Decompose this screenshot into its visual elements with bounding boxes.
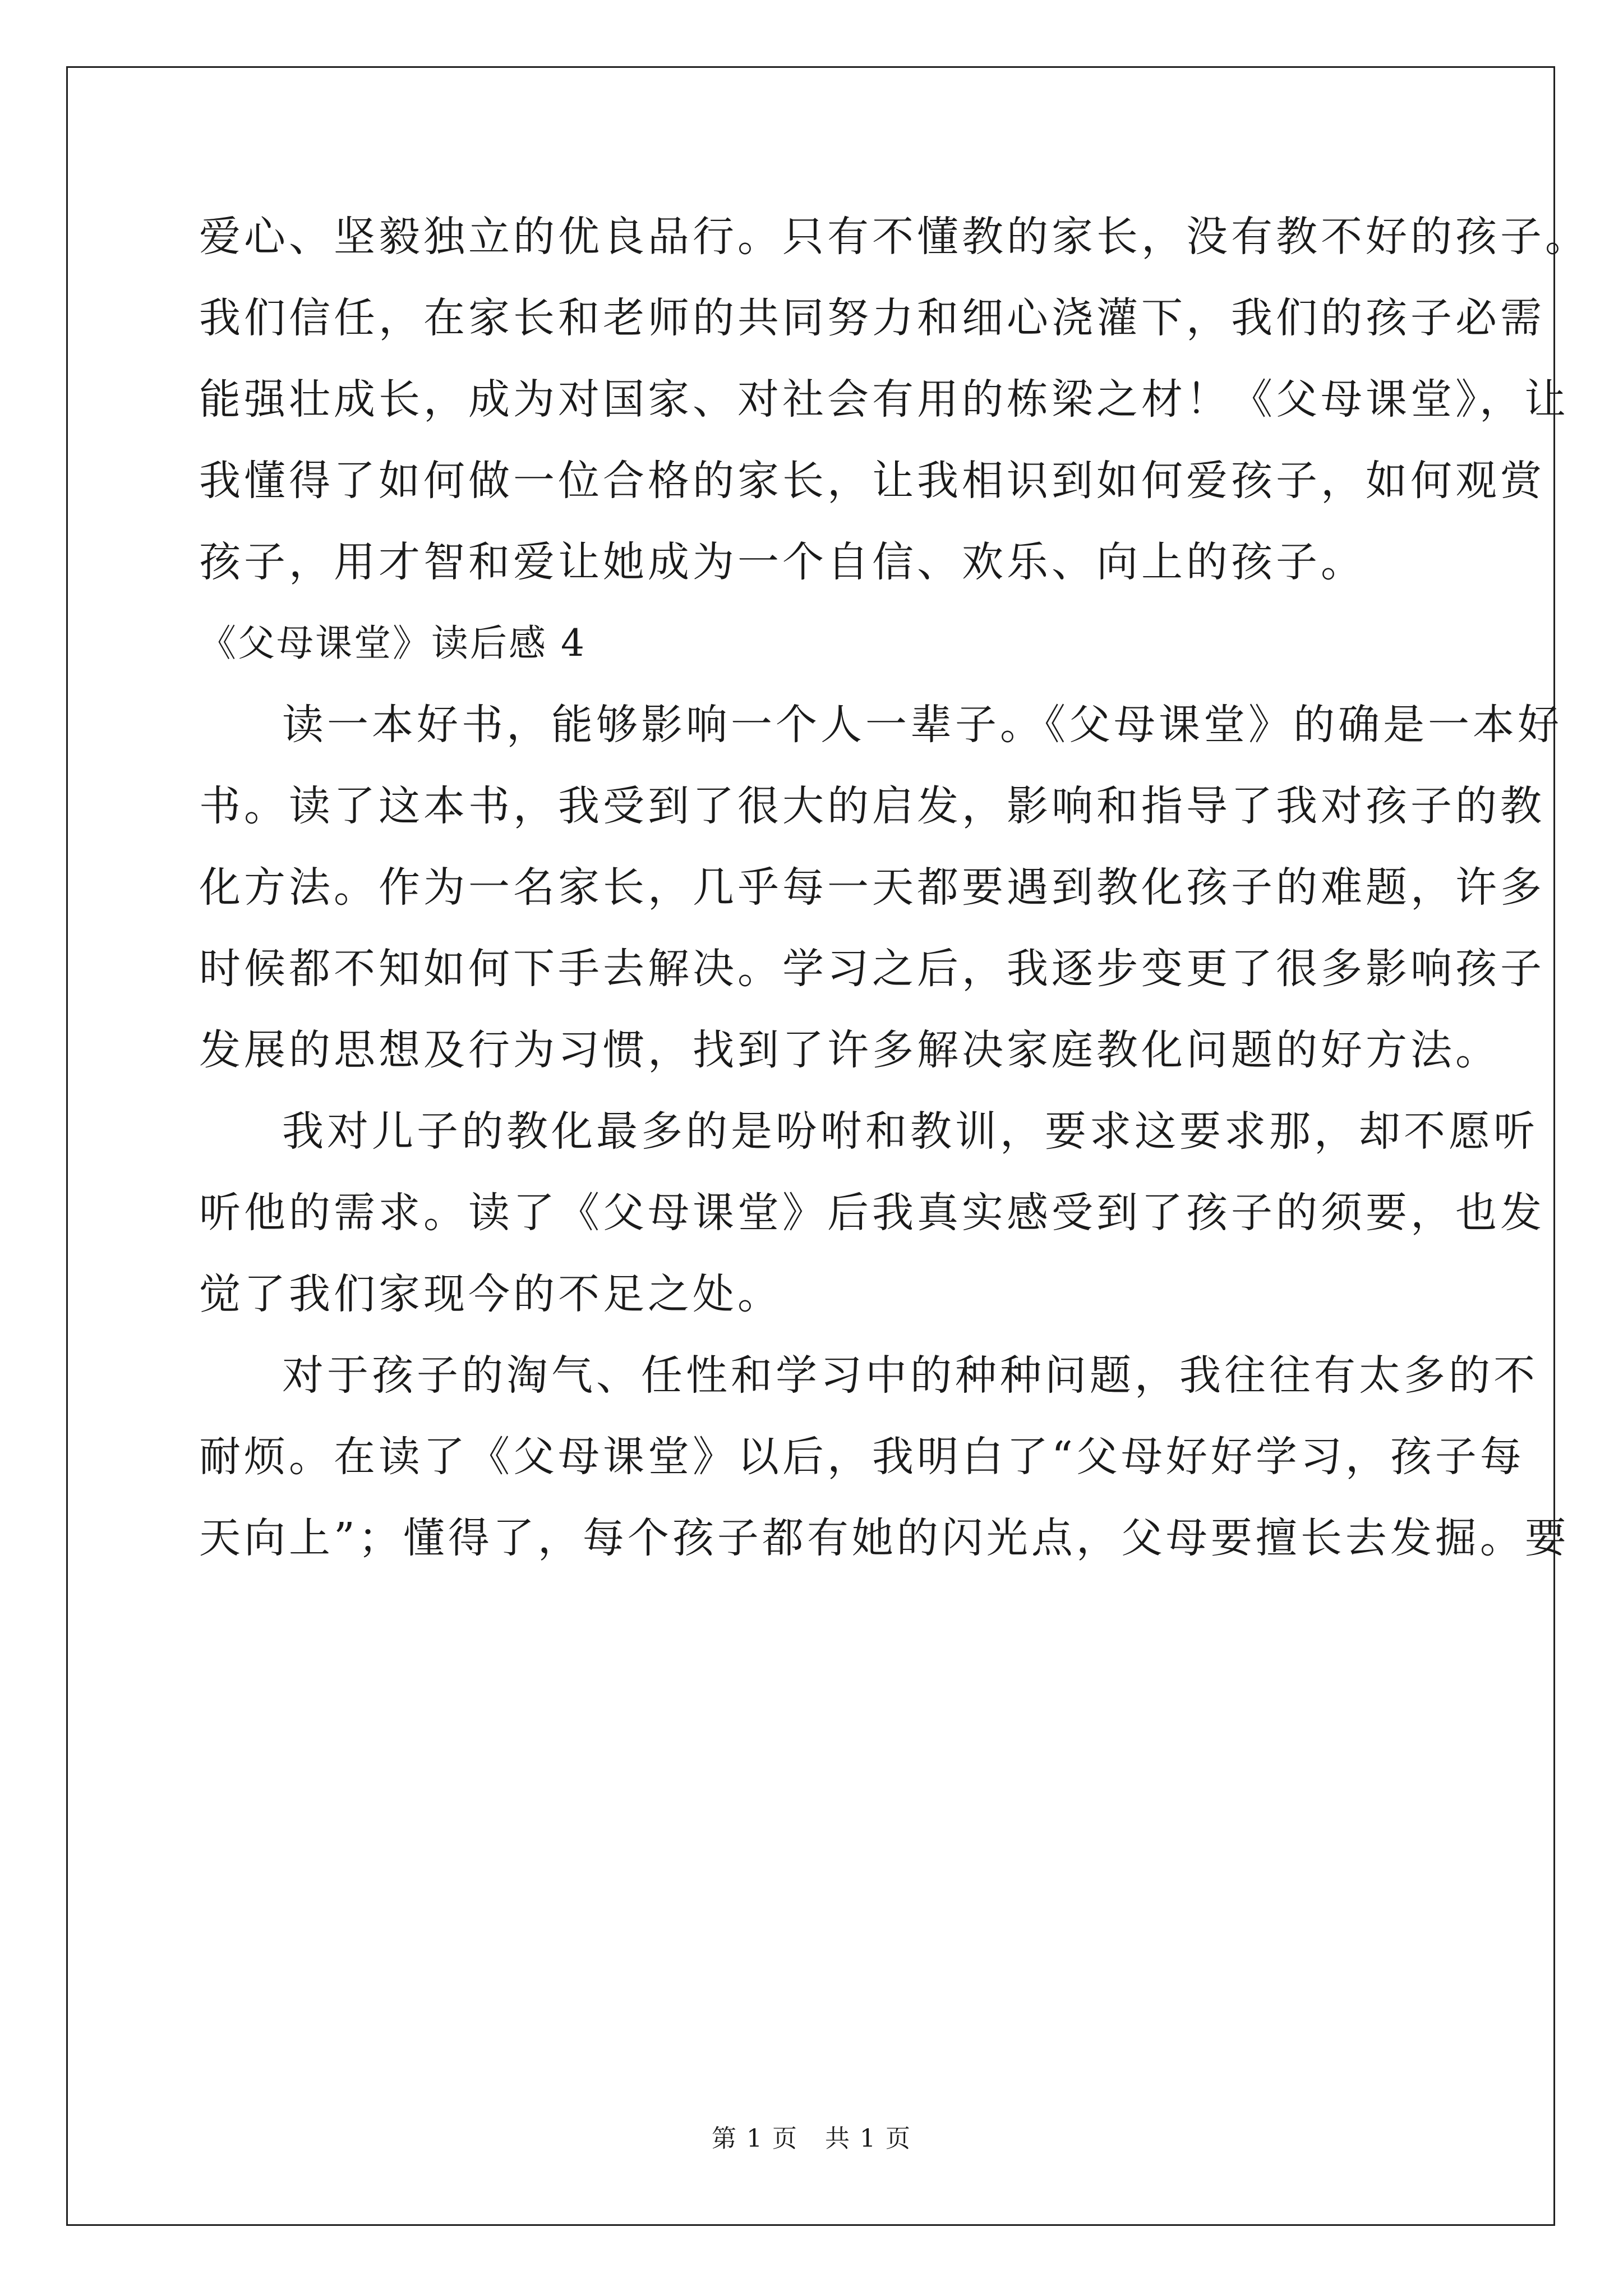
page-total: 共 1 页 [825,2124,911,2153]
text-line: 耐烦。在读了《父母课堂》以后，我明白了“父母好好学习，孩子每 [199,1433,1525,1481]
page-number: 第 1 页 [712,2124,798,2153]
text-line: 听他的需求。读了《父母课堂》后我真实感受到了孩子的须要，也发 [199,1189,1545,1237]
text-line: 化方法。作为一名家长，几乎每一天都要遇到教化孩子的难题，许多 [199,863,1545,912]
text-line: 读一本好书，能够影响一个人一辈子。《父母课堂》的确是一本好 [282,701,1562,749]
text-line: 我懂得了如何做一位合格的家长，让我相识到如何爱孩子，如何观赏 [199,457,1545,505]
text-line: 发展的思想及行为习惯，找到了许多解决家庭教化问题的好方法。 [199,1026,1500,1074]
page-footer [0,2122,1623,2156]
text-line: 对于孩子的淘气、任性和学习中的种种问题，我往往有太多的不 [282,1351,1538,1400]
text-line: 我对儿子的教化最多的是吩咐和教训，要求这要求那，却不愿听 [282,1107,1538,1156]
section-heading: 《父母课堂》读后感 4 [199,622,586,665]
text-line: 我们信任，在家长和老师的共同努力和细心浇灌下，我们的孩子必需 [199,294,1545,342]
text-line: 时候都不知如何下手去解决。学习之后，我逐步变更了很多影响孩子 [199,945,1545,993]
text-line: 书。读了这本书，我受到了很大的启发，影响和指导了我对孩子的教 [199,782,1545,830]
text-line: 爱心、坚毅独立的优良品行。只有不懂教的家长，没有教不好的孩子。 [199,213,1590,261]
text-line: 天向上”；懂得了，每个孩子都有她的闪光点，父母要擅长去发掘。要 [199,1514,1570,1562]
text-line: 觉了我们家现今的不足之处。 [199,1270,782,1318]
text-line: 孩子，用才智和爱让她成为一个自信、欢乐、向上的孩子。 [199,538,1366,586]
text-line: 能强壮成长，成为对国家、对社会有用的栋梁之材！《父母课堂》，让 [199,375,1569,424]
